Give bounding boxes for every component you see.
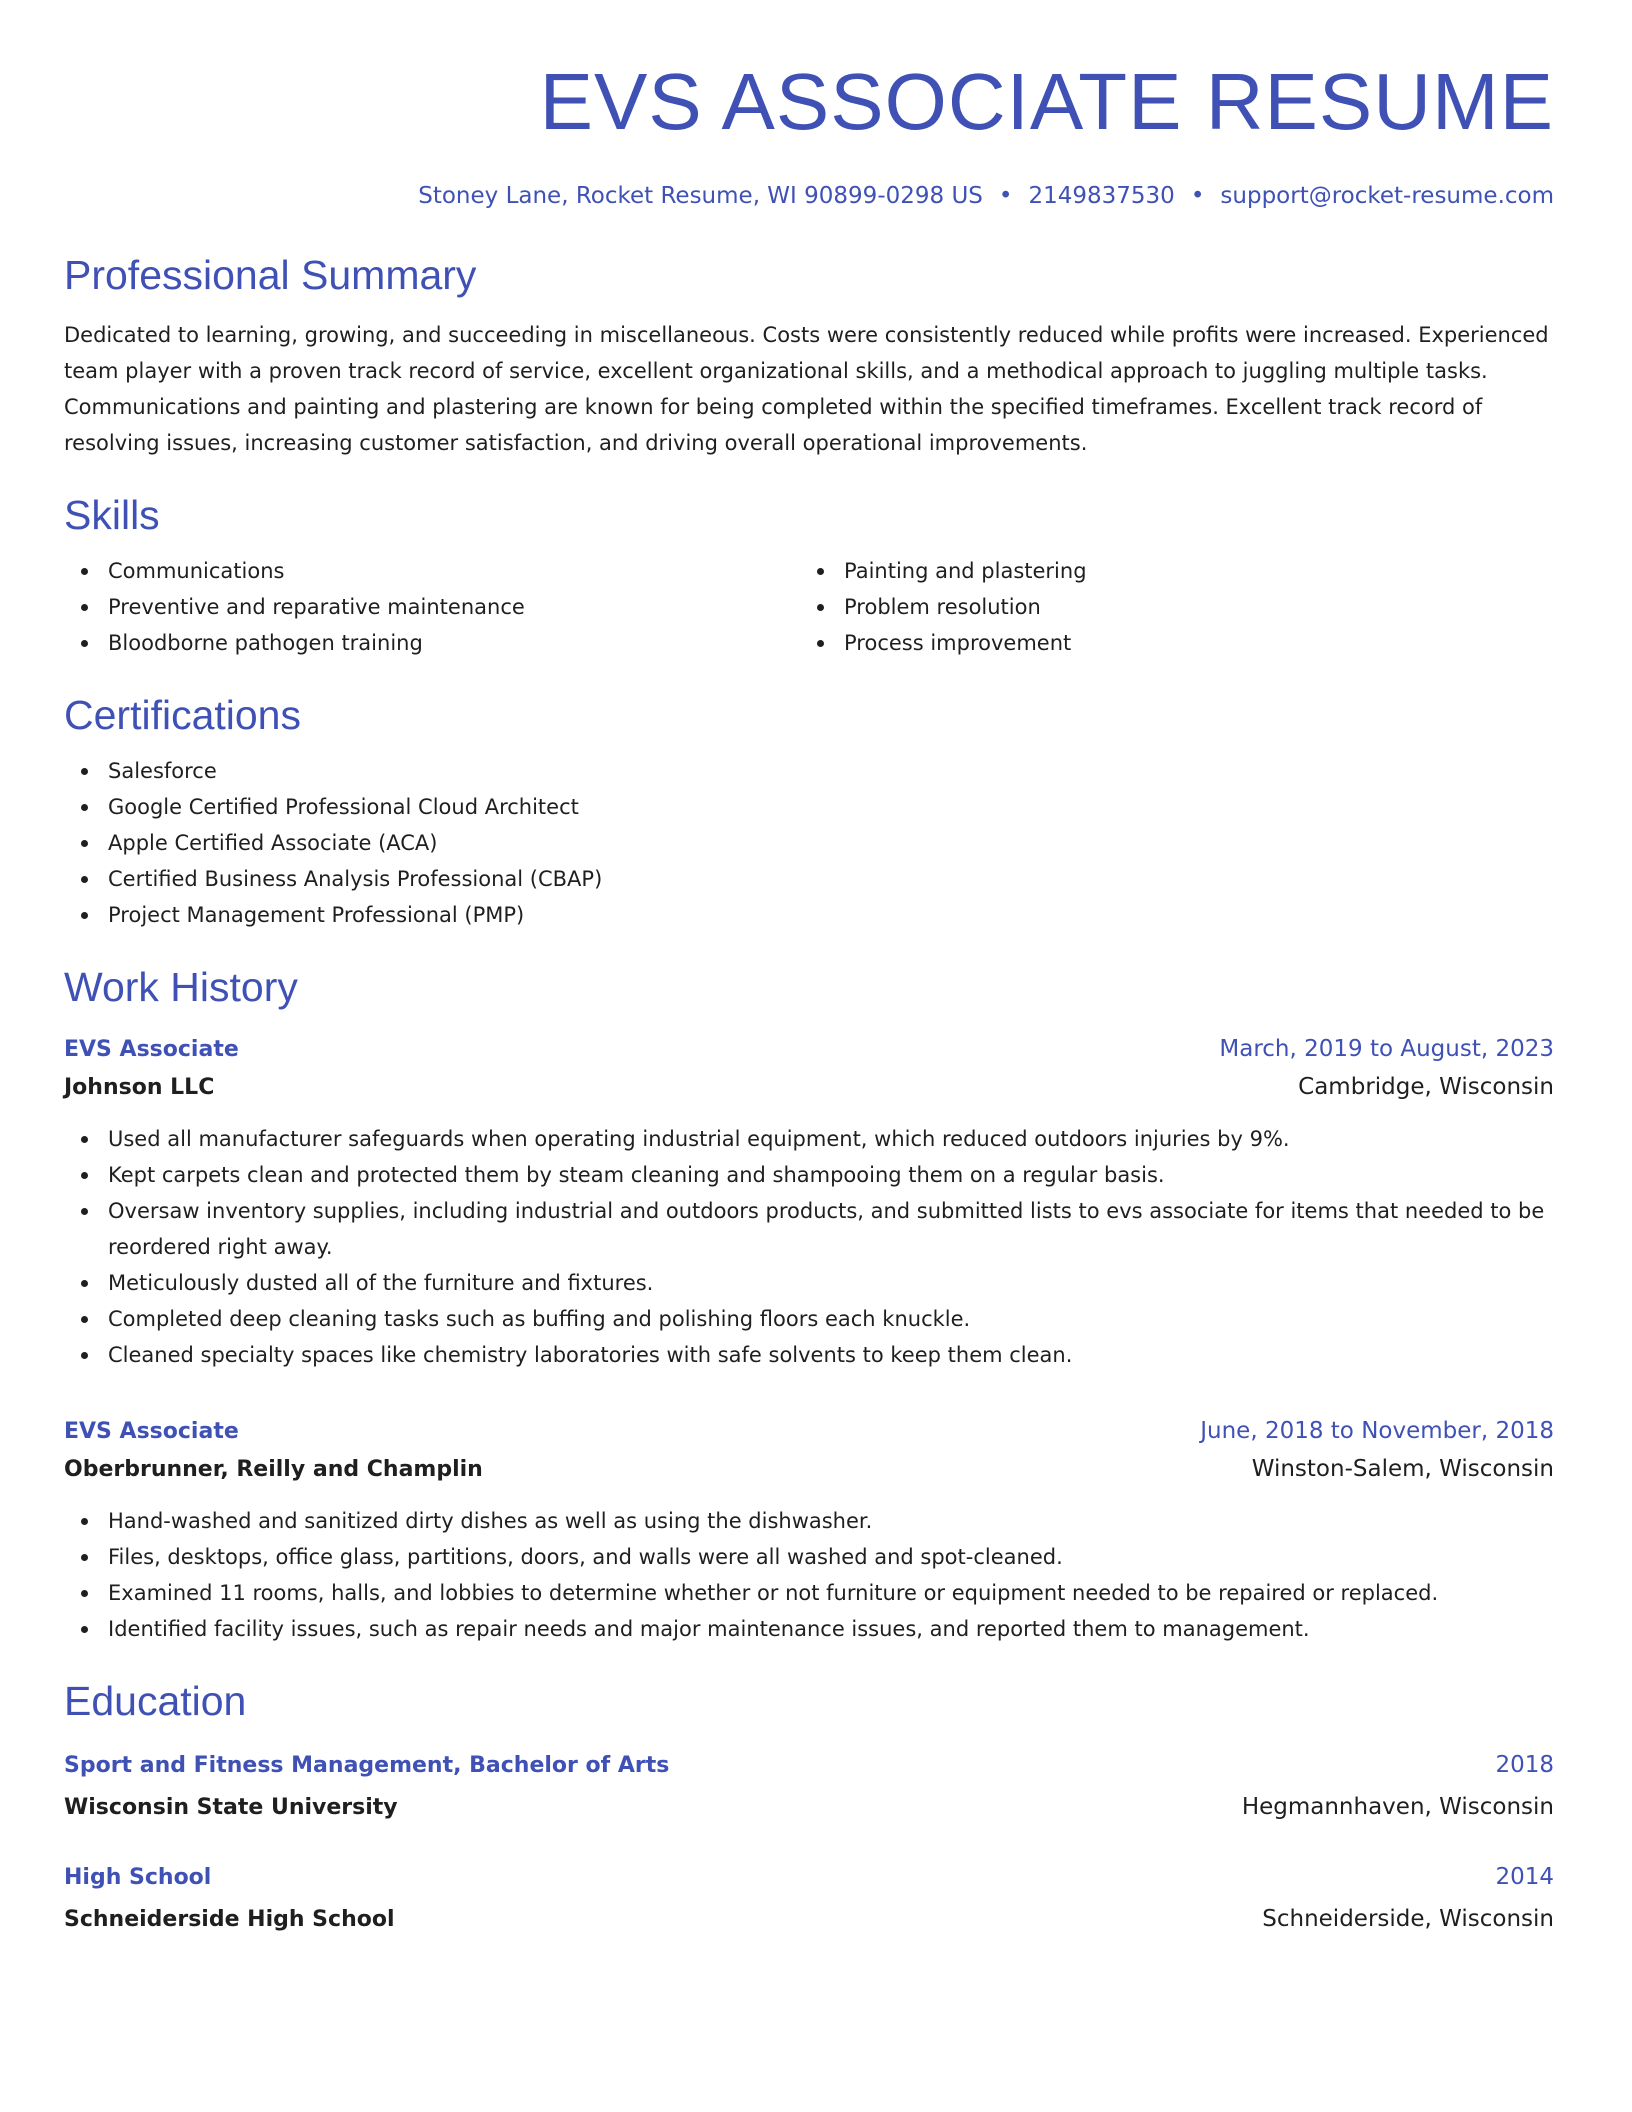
education-location: Schneiderside, Wisconsin	[1262, 1906, 1554, 1932]
skill-item: Communications	[64, 553, 800, 589]
summary-section	[64, 249, 1554, 461]
education-degree: Sport and Fitness Management, Bachelor of Arts	[64, 1753, 670, 1778]
job-dates: June, 2018 to November, 2018	[1200, 1418, 1554, 1444]
job-duty: Files, desktops, office glass, partitions, doors, and walls were all washed and spot-cleaned.	[64, 1539, 1554, 1575]
contact-line	[64, 180, 1554, 212]
certification-item: Certified Business Analysis Professional (CBAP)	[64, 861, 1554, 897]
job-location: Cambridge, Wisconsin	[1298, 1074, 1554, 1100]
work-history-section	[64, 961, 1554, 1647]
job-duties-list	[64, 1503, 1554, 1647]
job-company: Johnson LLC	[64, 1075, 215, 1100]
education-header-row	[64, 1859, 1554, 1896]
education-year: 2014	[1495, 1864, 1554, 1890]
job-company: Oberbrunner, Reilly and Champlin	[64, 1457, 483, 1482]
education-year: 2018	[1495, 1752, 1554, 1778]
job-header-row	[64, 1031, 1554, 1068]
certification-item: Project Management Professional (PMP)	[64, 897, 1554, 933]
contact-address: Stoney Lane, Rocket Resume, WI 90899-0298 US	[418, 183, 983, 209]
contact-email: support@rocket-resume.com	[1220, 183, 1554, 209]
summary-text: Dedicated to learning, growing, and succeeding in miscellaneous. Costs were consistently reduced while profits were increased. Experienced team player with a proven track record of service, excellent organizational skills, and a methodical approach to juggling multiple tasks. Communications and painting and plastering are known for being completed within the specified timeframes. Excellent track record of resolving issues, increasing customer satisfaction, and driving overall operational improvements.	[64, 323, 1549, 455]
contact-separator: •	[998, 183, 1013, 209]
job-header-row	[64, 1413, 1554, 1450]
job-duty: Hand-washed and sanitized dirty dishes as well as using the dishwasher.	[64, 1503, 1554, 1539]
job-title: EVS Associate	[64, 1037, 239, 1062]
job-location: Winston-Salem, Wisconsin	[1251, 1456, 1554, 1482]
job-company-row	[64, 1450, 1554, 1489]
resume-title: EVS ASSOCIATE RESUME	[539, 57, 1554, 146]
skills-grid	[64, 553, 1554, 661]
education-school-row	[64, 1900, 1554, 1939]
summary-heading: Professional Summary	[64, 252, 477, 298]
education-entry	[64, 1747, 1554, 1827]
job-duty: Oversaw inventory supplies, including industrial and outdoors products, and submitted lists to evs associate for items that needed to be reordered right away.	[64, 1193, 1554, 1265]
job-duty: Kept carpets clean and protected them by steam cleaning and shampooing them on a regular basis.	[64, 1157, 1554, 1193]
education-location: Hegmannhaven, Wisconsin	[1241, 1794, 1554, 1820]
education-heading: Education	[64, 1678, 247, 1724]
skills-heading: Skills	[64, 492, 160, 538]
skills-list-left	[64, 553, 800, 661]
skills-list-right	[800, 553, 1536, 661]
job-entry	[64, 1413, 1554, 1647]
certifications-section	[64, 689, 1554, 933]
job-duty: Completed deep cleaning tasks such as buffing and polishing floors each knuckle.	[64, 1301, 1554, 1337]
resume-page	[64, 52, 1554, 1939]
skills-section	[64, 489, 1554, 661]
skill-item: Preventive and reparative maintenance	[64, 589, 800, 625]
certification-item: Google Certified Professional Cloud Architect	[64, 789, 1554, 825]
job-company-row	[64, 1068, 1554, 1107]
certification-item: Salesforce	[64, 753, 1554, 789]
contact-phone: 2149837530	[1028, 183, 1175, 209]
job-entry	[64, 1031, 1554, 1373]
job-duty: Examined 11 rooms, halls, and lobbies to determine whether or not furniture or equipment needed to be repaired or replaced.	[64, 1575, 1554, 1611]
education-section	[64, 1675, 1554, 1939]
certification-item: Apple Certified Associate (ACA)	[64, 825, 1554, 861]
job-title: EVS Associate	[64, 1419, 239, 1444]
education-header-row	[64, 1747, 1554, 1784]
skill-item: Process improvement	[800, 625, 1536, 661]
skill-item: Painting and plastering	[800, 553, 1536, 589]
job-duty: Identified facility issues, such as repair needs and major maintenance issues, and reported them to management.	[64, 1611, 1554, 1647]
resume-header	[64, 52, 1554, 212]
education-school: Schneiderside High School	[64, 1907, 395, 1932]
work-history-heading: Work History	[64, 964, 298, 1010]
job-duty: Used all manufacturer safeguards when operating industrial equipment, which reduced outdoors injuries by 9%.	[64, 1121, 1554, 1157]
skill-item: Bloodborne pathogen training	[64, 625, 800, 661]
education-degree: High School	[64, 1865, 212, 1890]
certifications-heading: Certifications	[64, 692, 301, 738]
certifications-list	[64, 753, 1554, 933]
contact-separator: •	[1190, 183, 1205, 209]
education-school-row	[64, 1788, 1554, 1827]
job-dates: March, 2019 to August, 2023	[1219, 1036, 1554, 1062]
job-duty: Meticulously dusted all of the furniture and fixtures.	[64, 1265, 1554, 1301]
skill-item: Problem resolution	[800, 589, 1536, 625]
education-school: Wisconsin State University	[64, 1795, 398, 1820]
job-duty: Cleaned specialty spaces like chemistry laboratories with safe solvents to keep them clean.	[64, 1337, 1554, 1373]
job-duties-list	[64, 1121, 1554, 1373]
education-entry	[64, 1859, 1554, 1939]
